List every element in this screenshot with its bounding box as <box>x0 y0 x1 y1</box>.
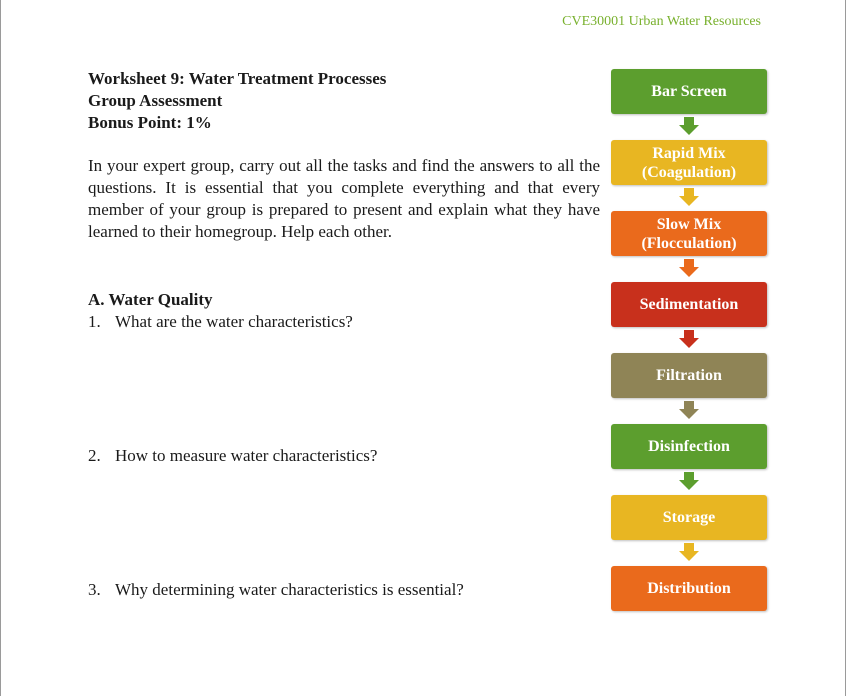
flow-arrow-down-icon <box>679 401 699 419</box>
flow-step-label: Sedimentation <box>639 296 739 313</box>
flow-step-sublabel: (Flocculation) <box>641 234 737 252</box>
question-2 <box>88 445 377 467</box>
arrow-shape <box>679 117 699 135</box>
worksheet-heading <box>88 68 386 134</box>
question-3 <box>88 579 464 601</box>
assessment-type: Group Assessment <box>88 91 223 110</box>
flow-step-distribution <box>611 566 767 611</box>
flow-arrow-down-icon <box>679 472 699 490</box>
question-number: 2. <box>88 446 101 465</box>
question-number: 3. <box>88 580 101 599</box>
flow-arrow-down-icon <box>679 543 699 561</box>
question-1 <box>88 311 353 333</box>
bonus-point: Bonus Point: 1% <box>88 113 212 132</box>
flow-step-label: Rapid Mix <box>652 144 726 162</box>
flow-step-bar-screen <box>611 69 767 114</box>
arrow-shape <box>679 543 699 561</box>
worksheet-title: Worksheet 9: Water Treatment Processes <box>88 69 387 88</box>
question-number: 1. <box>88 312 101 331</box>
flow-step-disinfection <box>611 424 767 469</box>
arrow-shape <box>679 401 699 419</box>
flow-step-slow-mix <box>611 211 767 256</box>
question-text: What are the water characteristics? <box>115 312 353 331</box>
flow-step-label: Slow Mix <box>656 215 722 233</box>
flow-arrow-down-icon <box>679 259 699 277</box>
flow-step-sedimentation <box>611 282 767 327</box>
flow-step-filtration <box>611 353 767 398</box>
flow-step-label: Storage <box>662 509 716 526</box>
flow-step-label: Disinfection <box>648 438 730 455</box>
arrow-shape <box>679 259 699 277</box>
flow-step-label: Filtration <box>656 367 722 384</box>
flow-arrow-down-icon <box>679 188 699 206</box>
flow-step-storage <box>611 495 767 540</box>
question-text: Why determining water characteristics is essential? <box>115 580 464 599</box>
flow-step-rapid-mix <box>611 140 767 185</box>
question-text: How to measure water characteristics? <box>115 446 378 465</box>
flow-step-label: Bar Screen <box>651 83 727 100</box>
arrow-shape <box>679 330 699 348</box>
section-a-title: A. Water Quality <box>88 290 213 309</box>
flow-arrow-down-icon <box>679 330 699 348</box>
intro-paragraph: In your expert group, carry out all the tasks and find the answers to all the questions. It is essential that you complete everything and that every member of your group is prepared to present and explain what they have learned to their homegroup. Help each other. <box>88 156 600 241</box>
flow-step-sublabel: (Coagulation) <box>641 163 737 181</box>
course-header: CVE30001 Urban Water Resources <box>562 14 761 29</box>
flow-arrow-down-icon <box>679 117 699 135</box>
arrow-shape <box>679 472 699 490</box>
arrow-shape <box>679 188 699 206</box>
flow-step-label: Distribution <box>647 580 731 597</box>
